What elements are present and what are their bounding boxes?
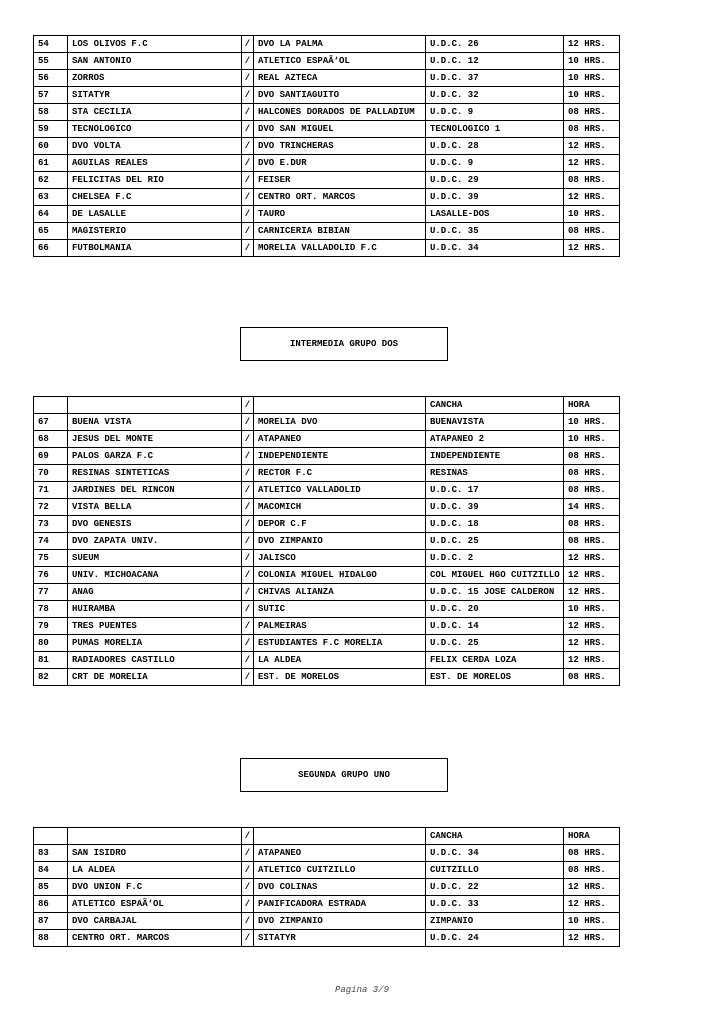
versus-separator-cell: / <box>242 533 254 550</box>
match-number-cell: 80 <box>34 635 68 652</box>
home-team-cell: DVO GENESIS <box>68 516 242 533</box>
field-cell: U.D.C. 29 <box>426 172 564 189</box>
field-cell: U.D.C. 39 <box>426 189 564 206</box>
field-cell: EST. DE MORELOS <box>426 669 564 686</box>
away-team-cell: DVO SAN MIGUEL <box>254 121 426 138</box>
away-team-cell: PALMEIRAS <box>254 618 426 635</box>
header-row <box>34 397 620 414</box>
match-number-cell: 59 <box>34 121 68 138</box>
match-number-cell: 62 <box>34 172 68 189</box>
home-team-cell: VISTA BELLA <box>68 499 242 516</box>
time-cell: 12 HRS. <box>564 240 620 257</box>
field-cell: U.D.C. 14 <box>426 618 564 635</box>
home-team-cell: DE LASALLE <box>68 206 242 223</box>
section-title-segunda: SEGUNDA GRUPO UNO <box>240 758 448 792</box>
table-row <box>34 845 620 862</box>
time-cell: 08 HRS. <box>564 516 620 533</box>
field-cell: CUITZILLO <box>426 862 564 879</box>
match-number-cell: 81 <box>34 652 68 669</box>
match-number-cell: 82 <box>34 669 68 686</box>
home-team-cell: BUENA VISTA <box>68 414 242 431</box>
field-cell: U.D.C. 22 <box>426 879 564 896</box>
match-number-cell: 61 <box>34 155 68 172</box>
field-cell: U.D.C. 18 <box>426 516 564 533</box>
match-number-cell: 68 <box>34 431 68 448</box>
time-cell: HORA <box>564 828 620 845</box>
time-cell: 12 HRS. <box>564 155 620 172</box>
match-number-cell: 70 <box>34 465 68 482</box>
home-team-cell: JESUS DEL MONTE <box>68 431 242 448</box>
away-team-cell: RECTOR F.C <box>254 465 426 482</box>
away-team-cell: CENTRO ORT. MARCOS <box>254 189 426 206</box>
field-cell: U.D.C. 32 <box>426 87 564 104</box>
versus-separator-cell: / <box>242 499 254 516</box>
away-team-cell: ESTUDIANTES F.C MORELIA <box>254 635 426 652</box>
match-number-cell: 87 <box>34 913 68 930</box>
field-cell: CANCHA <box>426 397 564 414</box>
versus-separator-cell: / <box>242 414 254 431</box>
field-cell: U.D.C. 20 <box>426 601 564 618</box>
away-team-cell: ATLETICO ESPAÃ‘OL <box>254 53 426 70</box>
home-team-cell: AGUILAS REALES <box>68 155 242 172</box>
away-team-cell: DEPOR C.F <box>254 516 426 533</box>
versus-separator-cell: / <box>242 431 254 448</box>
home-team-cell: FELICITAS DEL RIO <box>68 172 242 189</box>
time-cell: 08 HRS. <box>564 172 620 189</box>
time-cell: 08 HRS. <box>564 448 620 465</box>
versus-separator-cell: / <box>242 930 254 947</box>
versus-separator-cell: / <box>242 240 254 257</box>
home-team-cell: STA CECILIA <box>68 104 242 121</box>
home-team-cell: TRES PUENTES <box>68 618 242 635</box>
home-team-cell: SITATYR <box>68 87 242 104</box>
away-team-cell: PANIFICADORA ESTRADA <box>254 896 426 913</box>
match-number-cell: 65 <box>34 223 68 240</box>
page-number: Pagina 3/9 <box>334 985 389 995</box>
time-cell: 08 HRS. <box>564 121 620 138</box>
time-cell: 10 HRS. <box>564 206 620 223</box>
time-cell: 10 HRS. <box>564 70 620 87</box>
table-row <box>34 172 620 189</box>
field-cell: U.D.C. 39 <box>426 499 564 516</box>
time-cell: 12 HRS. <box>564 138 620 155</box>
field-cell: INDEPENDIENTE <box>426 448 564 465</box>
table-row <box>34 516 620 533</box>
match-number-cell: 88 <box>34 930 68 947</box>
away-team-cell: DVO TRINCHERAS <box>254 138 426 155</box>
match-number-cell: 74 <box>34 533 68 550</box>
versus-separator-cell: / <box>242 155 254 172</box>
away-team-cell: REAL AZTECA <box>254 70 426 87</box>
versus-separator-cell: / <box>242 845 254 862</box>
field-cell: U.D.C. 25 <box>426 533 564 550</box>
table-row <box>34 155 620 172</box>
away-team-cell: DVO ZIMPANIO <box>254 533 426 550</box>
time-cell: HORA <box>564 397 620 414</box>
time-cell: 08 HRS. <box>564 482 620 499</box>
time-cell: 08 HRS. <box>564 104 620 121</box>
away-team-cell: COLONIA MIGUEL HIDALGO <box>254 567 426 584</box>
header-row <box>34 828 620 845</box>
home-team-cell: LOS OLIVOS F.C <box>68 36 242 53</box>
field-cell: RESINAS <box>426 465 564 482</box>
versus-separator-cell: / <box>242 138 254 155</box>
time-cell: 08 HRS. <box>564 223 620 240</box>
versus-separator-cell: / <box>242 189 254 206</box>
table-row <box>34 533 620 550</box>
field-cell: BUENAVISTA <box>426 414 564 431</box>
table-row <box>34 550 620 567</box>
time-cell: 14 HRS. <box>564 499 620 516</box>
home-team-cell: UNIV. MICHOACANA <box>68 567 242 584</box>
field-cell: CANCHA <box>426 828 564 845</box>
versus-separator-cell: / <box>242 172 254 189</box>
table-row <box>34 567 620 584</box>
away-team-cell: DVO E.DUR <box>254 155 426 172</box>
home-team-cell: SAN ANTONIO <box>68 53 242 70</box>
table-row <box>34 448 620 465</box>
match-number-cell: 57 <box>34 87 68 104</box>
match-number-cell: 76 <box>34 567 68 584</box>
versus-separator-cell: / <box>242 584 254 601</box>
home-team-cell: ZORROS <box>68 70 242 87</box>
away-team-cell: ATLETICO VALLADOLID <box>254 482 426 499</box>
time-cell: 12 HRS. <box>564 896 620 913</box>
match-number-cell: 86 <box>34 896 68 913</box>
home-team-cell: HUIRAMBA <box>68 601 242 618</box>
away-team-cell: DVO ZIMPANIO <box>254 913 426 930</box>
table-row <box>34 87 620 104</box>
field-cell: U.D.C. 24 <box>426 930 564 947</box>
away-team-cell: DVO LA PALMA <box>254 36 426 53</box>
home-team-cell: CHELSEA F.C <box>68 189 242 206</box>
match-number-cell: 75 <box>34 550 68 567</box>
home-team-cell <box>68 828 242 845</box>
table-row <box>34 36 620 53</box>
away-team-cell: INDEPENDIENTE <box>254 448 426 465</box>
table-row <box>34 879 620 896</box>
time-cell: 10 HRS. <box>564 431 620 448</box>
time-cell: 10 HRS. <box>564 913 620 930</box>
match-number-cell: 60 <box>34 138 68 155</box>
table-row <box>34 53 620 70</box>
field-cell: U.D.C. 28 <box>426 138 564 155</box>
time-cell: 08 HRS. <box>564 669 620 686</box>
home-team-cell: JARDINES DEL RINCON <box>68 482 242 499</box>
away-team-cell <box>254 828 426 845</box>
versus-separator-cell: / <box>242 896 254 913</box>
away-team-cell: MORELIA VALLADOLID F.C <box>254 240 426 257</box>
match-number-cell: 77 <box>34 584 68 601</box>
home-team-cell: FUTBOLMANIA <box>68 240 242 257</box>
away-team-cell: FEISER <box>254 172 426 189</box>
time-cell: 12 HRS. <box>564 635 620 652</box>
home-team-cell: MAGISTERIO <box>68 223 242 240</box>
versus-separator-cell: / <box>242 879 254 896</box>
versus-separator-cell: / <box>242 70 254 87</box>
match-number-cell: 71 <box>34 482 68 499</box>
field-cell: U.D.C. 25 <box>426 635 564 652</box>
table-row <box>34 635 620 652</box>
time-cell: 08 HRS. <box>564 862 620 879</box>
time-cell: 12 HRS. <box>564 879 620 896</box>
match-number-cell: 56 <box>34 70 68 87</box>
match-number-cell: 78 <box>34 601 68 618</box>
home-team-cell: DVO ZAPATA UNIV. <box>68 533 242 550</box>
versus-separator-cell: / <box>242 516 254 533</box>
versus-separator-cell: / <box>242 121 254 138</box>
table-row <box>34 482 620 499</box>
time-cell: 10 HRS. <box>564 601 620 618</box>
section-title-intermedia: INTERMEDIA GRUPO DOS <box>240 327 448 361</box>
table-row <box>34 465 620 482</box>
home-team-cell: DVO UNION F.C <box>68 879 242 896</box>
time-cell: 10 HRS. <box>564 53 620 70</box>
away-team-cell <box>254 397 426 414</box>
time-cell: 12 HRS. <box>564 189 620 206</box>
field-cell: U.D.C. 26 <box>426 36 564 53</box>
time-cell: 08 HRS. <box>564 533 620 550</box>
field-cell: ATAPANEO 2 <box>426 431 564 448</box>
match-number-cell: 72 <box>34 499 68 516</box>
versus-separator-cell: / <box>242 465 254 482</box>
home-team-cell: RESINAS SINTETICAS <box>68 465 242 482</box>
time-cell: 10 HRS. <box>564 87 620 104</box>
away-team-cell: CARNICERIA BIBIAN <box>254 223 426 240</box>
away-team-cell: MACOMICH <box>254 499 426 516</box>
field-cell: U.D.C. 9 <box>426 104 564 121</box>
table-row <box>34 414 620 431</box>
time-cell: 10 HRS. <box>564 414 620 431</box>
away-team-cell: EST. DE MORELOS <box>254 669 426 686</box>
home-team-cell: CENTRO ORT. MARCOS <box>68 930 242 947</box>
versus-separator-cell: / <box>242 618 254 635</box>
field-cell: ZIMPANIO <box>426 913 564 930</box>
away-team-cell: ATLETICO CUITZILLO <box>254 862 426 879</box>
table-row <box>34 206 620 223</box>
match-number-cell: 84 <box>34 862 68 879</box>
away-team-cell: ATAPANEO <box>254 845 426 862</box>
fixtures-table-3 <box>33 827 620 947</box>
field-cell: U.D.C. 35 <box>426 223 564 240</box>
away-team-cell: DVO COLINAS <box>254 879 426 896</box>
home-team-cell: ANAG <box>68 584 242 601</box>
home-team-cell: SUEUM <box>68 550 242 567</box>
field-cell: U.D.C. 17 <box>426 482 564 499</box>
time-cell: 12 HRS. <box>564 584 620 601</box>
time-cell: 12 HRS. <box>564 930 620 947</box>
away-team-cell: DVO SANTIAGUITO <box>254 87 426 104</box>
versus-separator-cell: / <box>242 828 254 845</box>
away-team-cell: TAURO <box>254 206 426 223</box>
match-number-cell: 73 <box>34 516 68 533</box>
home-team-cell: TECNOLOGICO <box>68 121 242 138</box>
home-team-cell: DVO CARBAJAL <box>68 913 242 930</box>
away-team-cell: SITATYR <box>254 930 426 947</box>
match-number-cell: 67 <box>34 414 68 431</box>
versus-separator-cell: / <box>242 53 254 70</box>
time-cell: 12 HRS. <box>564 567 620 584</box>
home-team-cell: SAN ISIDRO <box>68 845 242 862</box>
table-row <box>34 240 620 257</box>
table-row <box>34 104 620 121</box>
match-number-cell: 54 <box>34 36 68 53</box>
versus-separator-cell: / <box>242 550 254 567</box>
table-row <box>34 138 620 155</box>
field-cell: U.D.C. 34 <box>426 240 564 257</box>
versus-separator-cell: / <box>242 601 254 618</box>
field-cell: U.D.C. 34 <box>426 845 564 862</box>
table-row <box>34 189 620 206</box>
away-team-cell: HALCONES DORADOS DE PALLADIUM <box>254 104 426 121</box>
table-row <box>34 652 620 669</box>
fixtures-table-2 <box>33 396 620 686</box>
table-row <box>34 223 620 240</box>
field-cell: TECNOLOGICO 1 <box>426 121 564 138</box>
match-number-cell: 58 <box>34 104 68 121</box>
time-cell: 12 HRS. <box>564 652 620 669</box>
match-number-cell <box>34 397 68 414</box>
home-team-cell: CRT DE MORELIA <box>68 669 242 686</box>
match-number-cell: 63 <box>34 189 68 206</box>
versus-separator-cell: / <box>242 448 254 465</box>
versus-separator-cell: / <box>242 206 254 223</box>
field-cell: COL MIGUEL HGO CUITZILLO <box>426 567 564 584</box>
table-row <box>34 431 620 448</box>
table-row <box>34 499 620 516</box>
table-row <box>34 584 620 601</box>
match-number-cell <box>34 828 68 845</box>
versus-separator-cell: / <box>242 104 254 121</box>
table-row <box>34 618 620 635</box>
field-cell: U.D.C. 37 <box>426 70 564 87</box>
versus-separator-cell: / <box>242 87 254 104</box>
away-team-cell: ATAPANEO <box>254 431 426 448</box>
away-team-cell: SUTIC <box>254 601 426 618</box>
versus-separator-cell: / <box>242 635 254 652</box>
field-cell: U.D.C. 15 JOSE CALDERON <box>426 584 564 601</box>
field-cell: U.D.C. 2 <box>426 550 564 567</box>
field-cell: U.D.C. 12 <box>426 53 564 70</box>
time-cell: 12 HRS. <box>564 618 620 635</box>
versus-separator-cell: / <box>242 913 254 930</box>
match-number-cell: 83 <box>34 845 68 862</box>
table-row <box>34 121 620 138</box>
versus-separator-cell: / <box>242 652 254 669</box>
field-cell: U.D.C. 9 <box>426 155 564 172</box>
versus-separator-cell: / <box>242 36 254 53</box>
match-number-cell: 55 <box>34 53 68 70</box>
versus-separator-cell: / <box>242 669 254 686</box>
home-team-cell: LA ALDEA <box>68 862 242 879</box>
field-cell: U.D.C. 33 <box>426 896 564 913</box>
table-row <box>34 930 620 947</box>
versus-separator-cell: / <box>242 223 254 240</box>
versus-separator-cell: / <box>242 567 254 584</box>
home-team-cell: ATLETICO ESPAÃ‘OL <box>68 896 242 913</box>
fixtures-table-1 <box>33 35 620 257</box>
match-number-cell: 66 <box>34 240 68 257</box>
home-team-cell: PUMAS MORELIA <box>68 635 242 652</box>
table-row <box>34 913 620 930</box>
table-row <box>34 601 620 618</box>
home-team-cell: DVO VOLTA <box>68 138 242 155</box>
away-team-cell: CHIVAS ALIANZA <box>254 584 426 601</box>
time-cell: 08 HRS. <box>564 845 620 862</box>
away-team-cell: LA ALDEA <box>254 652 426 669</box>
away-team-cell: MORELIA DVO <box>254 414 426 431</box>
home-team-cell: PALOS GARZA F.C <box>68 448 242 465</box>
table-row <box>34 862 620 879</box>
table-row <box>34 669 620 686</box>
field-cell: LASALLE-DOS <box>426 206 564 223</box>
away-team-cell: JALISCO <box>254 550 426 567</box>
versus-separator-cell: / <box>242 482 254 499</box>
versus-separator-cell: / <box>242 862 254 879</box>
time-cell: 12 HRS. <box>564 36 620 53</box>
time-cell: 12 HRS. <box>564 550 620 567</box>
field-cell: FELIX CERDA LOZA <box>426 652 564 669</box>
match-number-cell: 85 <box>34 879 68 896</box>
versus-separator-cell: / <box>242 397 254 414</box>
match-number-cell: 64 <box>34 206 68 223</box>
time-cell: 08 HRS. <box>564 465 620 482</box>
table-row <box>34 70 620 87</box>
match-number-cell: 79 <box>34 618 68 635</box>
match-number-cell: 69 <box>34 448 68 465</box>
home-team-cell <box>68 397 242 414</box>
table-row <box>34 896 620 913</box>
home-team-cell: RADIADORES CASTILLO <box>68 652 242 669</box>
